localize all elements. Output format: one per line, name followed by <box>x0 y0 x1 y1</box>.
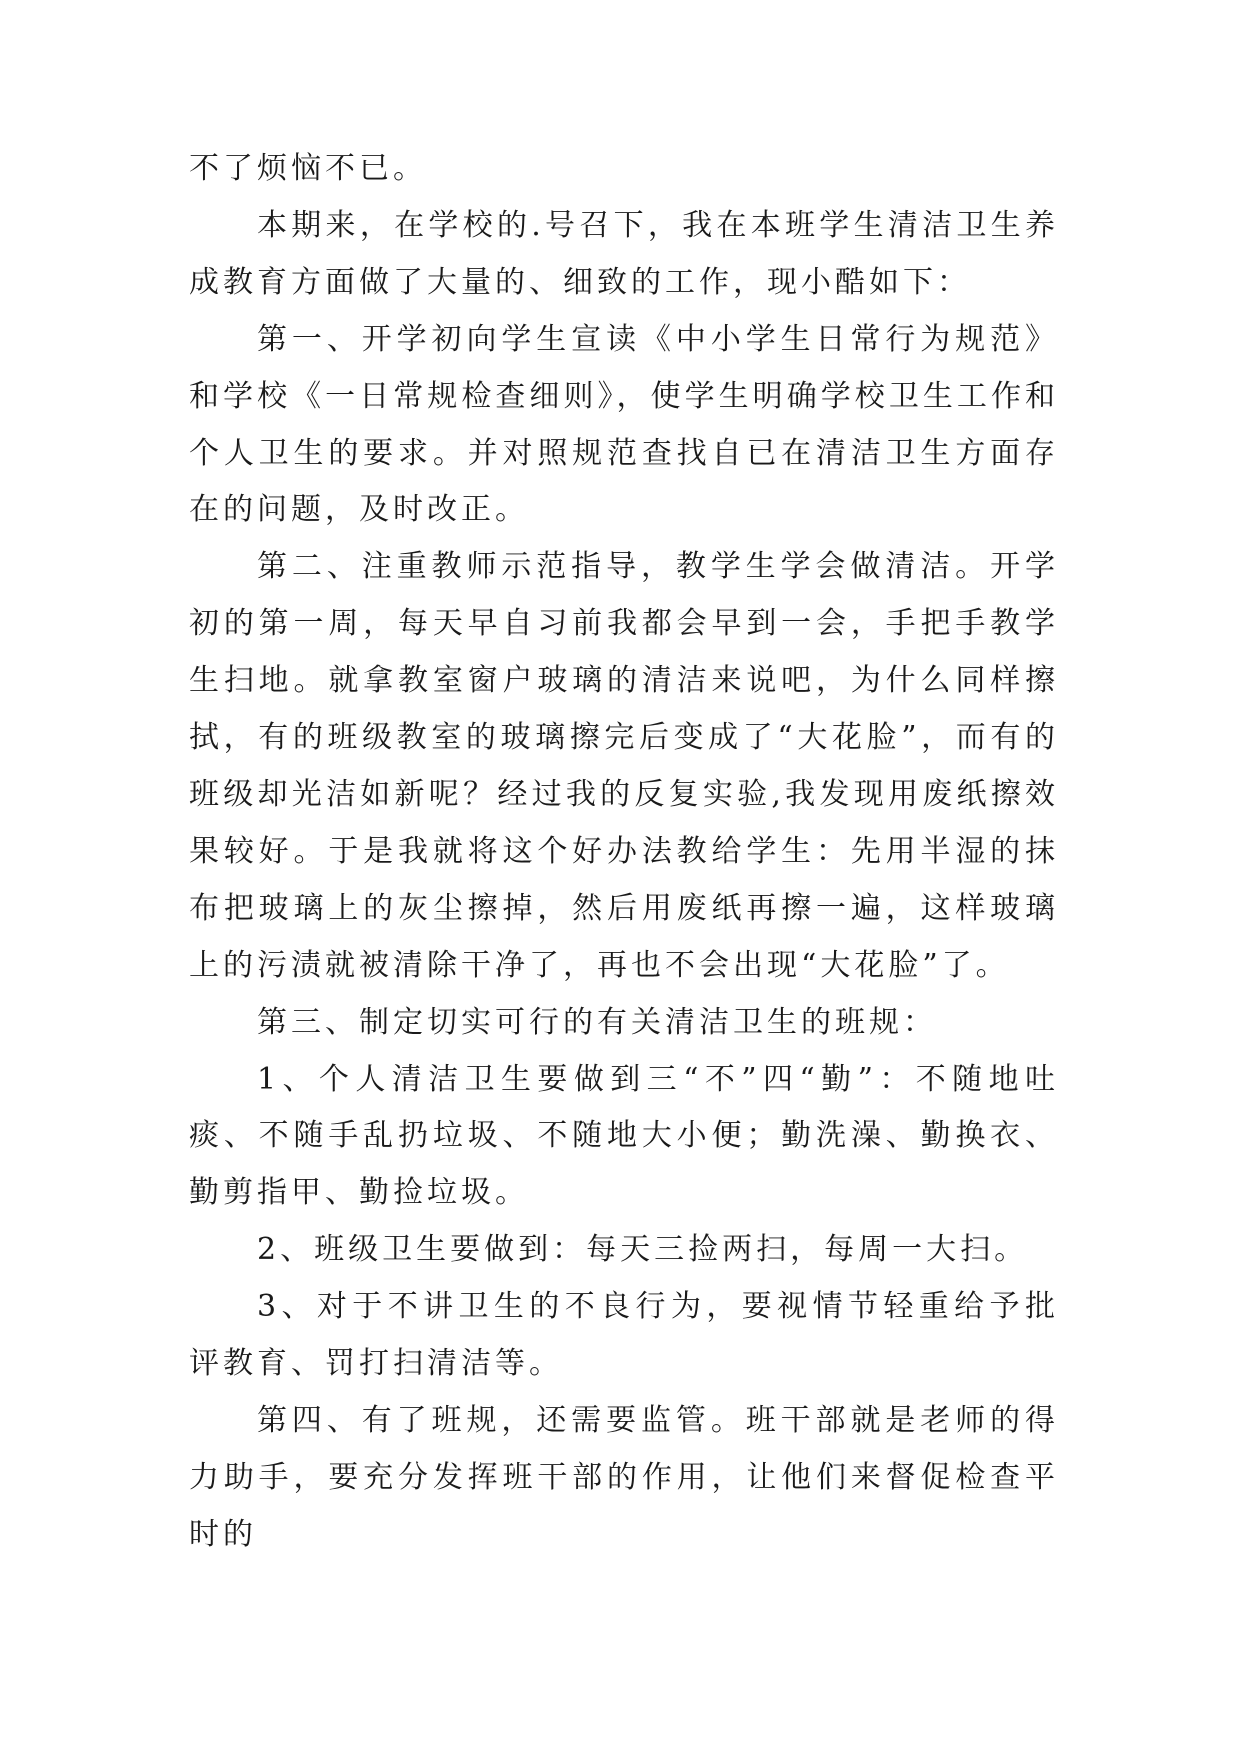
document-body <box>189 141 1059 1564</box>
paragraph-fourth-point: 第四、有了班规，还需要监管。班干部就是老师的得力助手，要充分发挥班干部的作用，让他们来督促检查平时的 <box>189 1402 1059 1552</box>
paragraph-rule-1: 1、个人清洁卫生要做到三“不”四“勤”：不随地吐痰、不随手乱扔垃圾、不随地大小便；勤洗澡、勤换衣、勤剪指甲、勤捡垃圾。 <box>189 1061 1059 1211</box>
paragraph-intro: 本期来，在学校的.号召下，我在本班学生清洁卫生养成教育方面做了大量的、细致的工作，现小酷如下： <box>189 207 1059 300</box>
paragraph-rule-2: 2、班级卫生要做到：每天三捡两扫，每周一大扫。 <box>257 1232 1029 1268</box>
paragraph-first-point: 第一、开学初向学生宣读《中小学生日常行为规范》和学校《一日常规检查细则》，使学生明确学校卫生工作和个人卫生的要求。并对照规范查找自已在清洁卫生方面存在的问题，及时改正。 <box>189 321 1059 528</box>
paragraph-continuation: 不了烦恼不已。 <box>189 151 427 186</box>
paragraph-rule-3: 3、对于不讲卫生的不良行为，要视情节轻重给予批评教育、罚打扫清洁等。 <box>189 1289 1059 1382</box>
paragraph-second-point: 第二、注重教师示范指导，教学生学会做清洁。开学初的第一周，每天早自习前我都会早到一会，手把手教学生扫地。就拿教室窗户玻璃的清洁来说吧，为什么同样擦拭，有的班级教室的玻璃擦完后变成了“大花脸”，而有的班级却光洁如新呢？经过我的反复实验,我发现用废纸擦效果较好。于是我就将这个好办法教给学生：先用半湿的抹布把玻璃上的灰尘擦掉，然后用废纸再擦一遍，这样玻璃上的污渍就被清除干净了，再也不会出现“大花脸”了。 <box>189 549 1059 983</box>
paragraph-third-point: 第三、制定切实可行的有关清洁卫生的班规： <box>257 1004 937 1040</box>
